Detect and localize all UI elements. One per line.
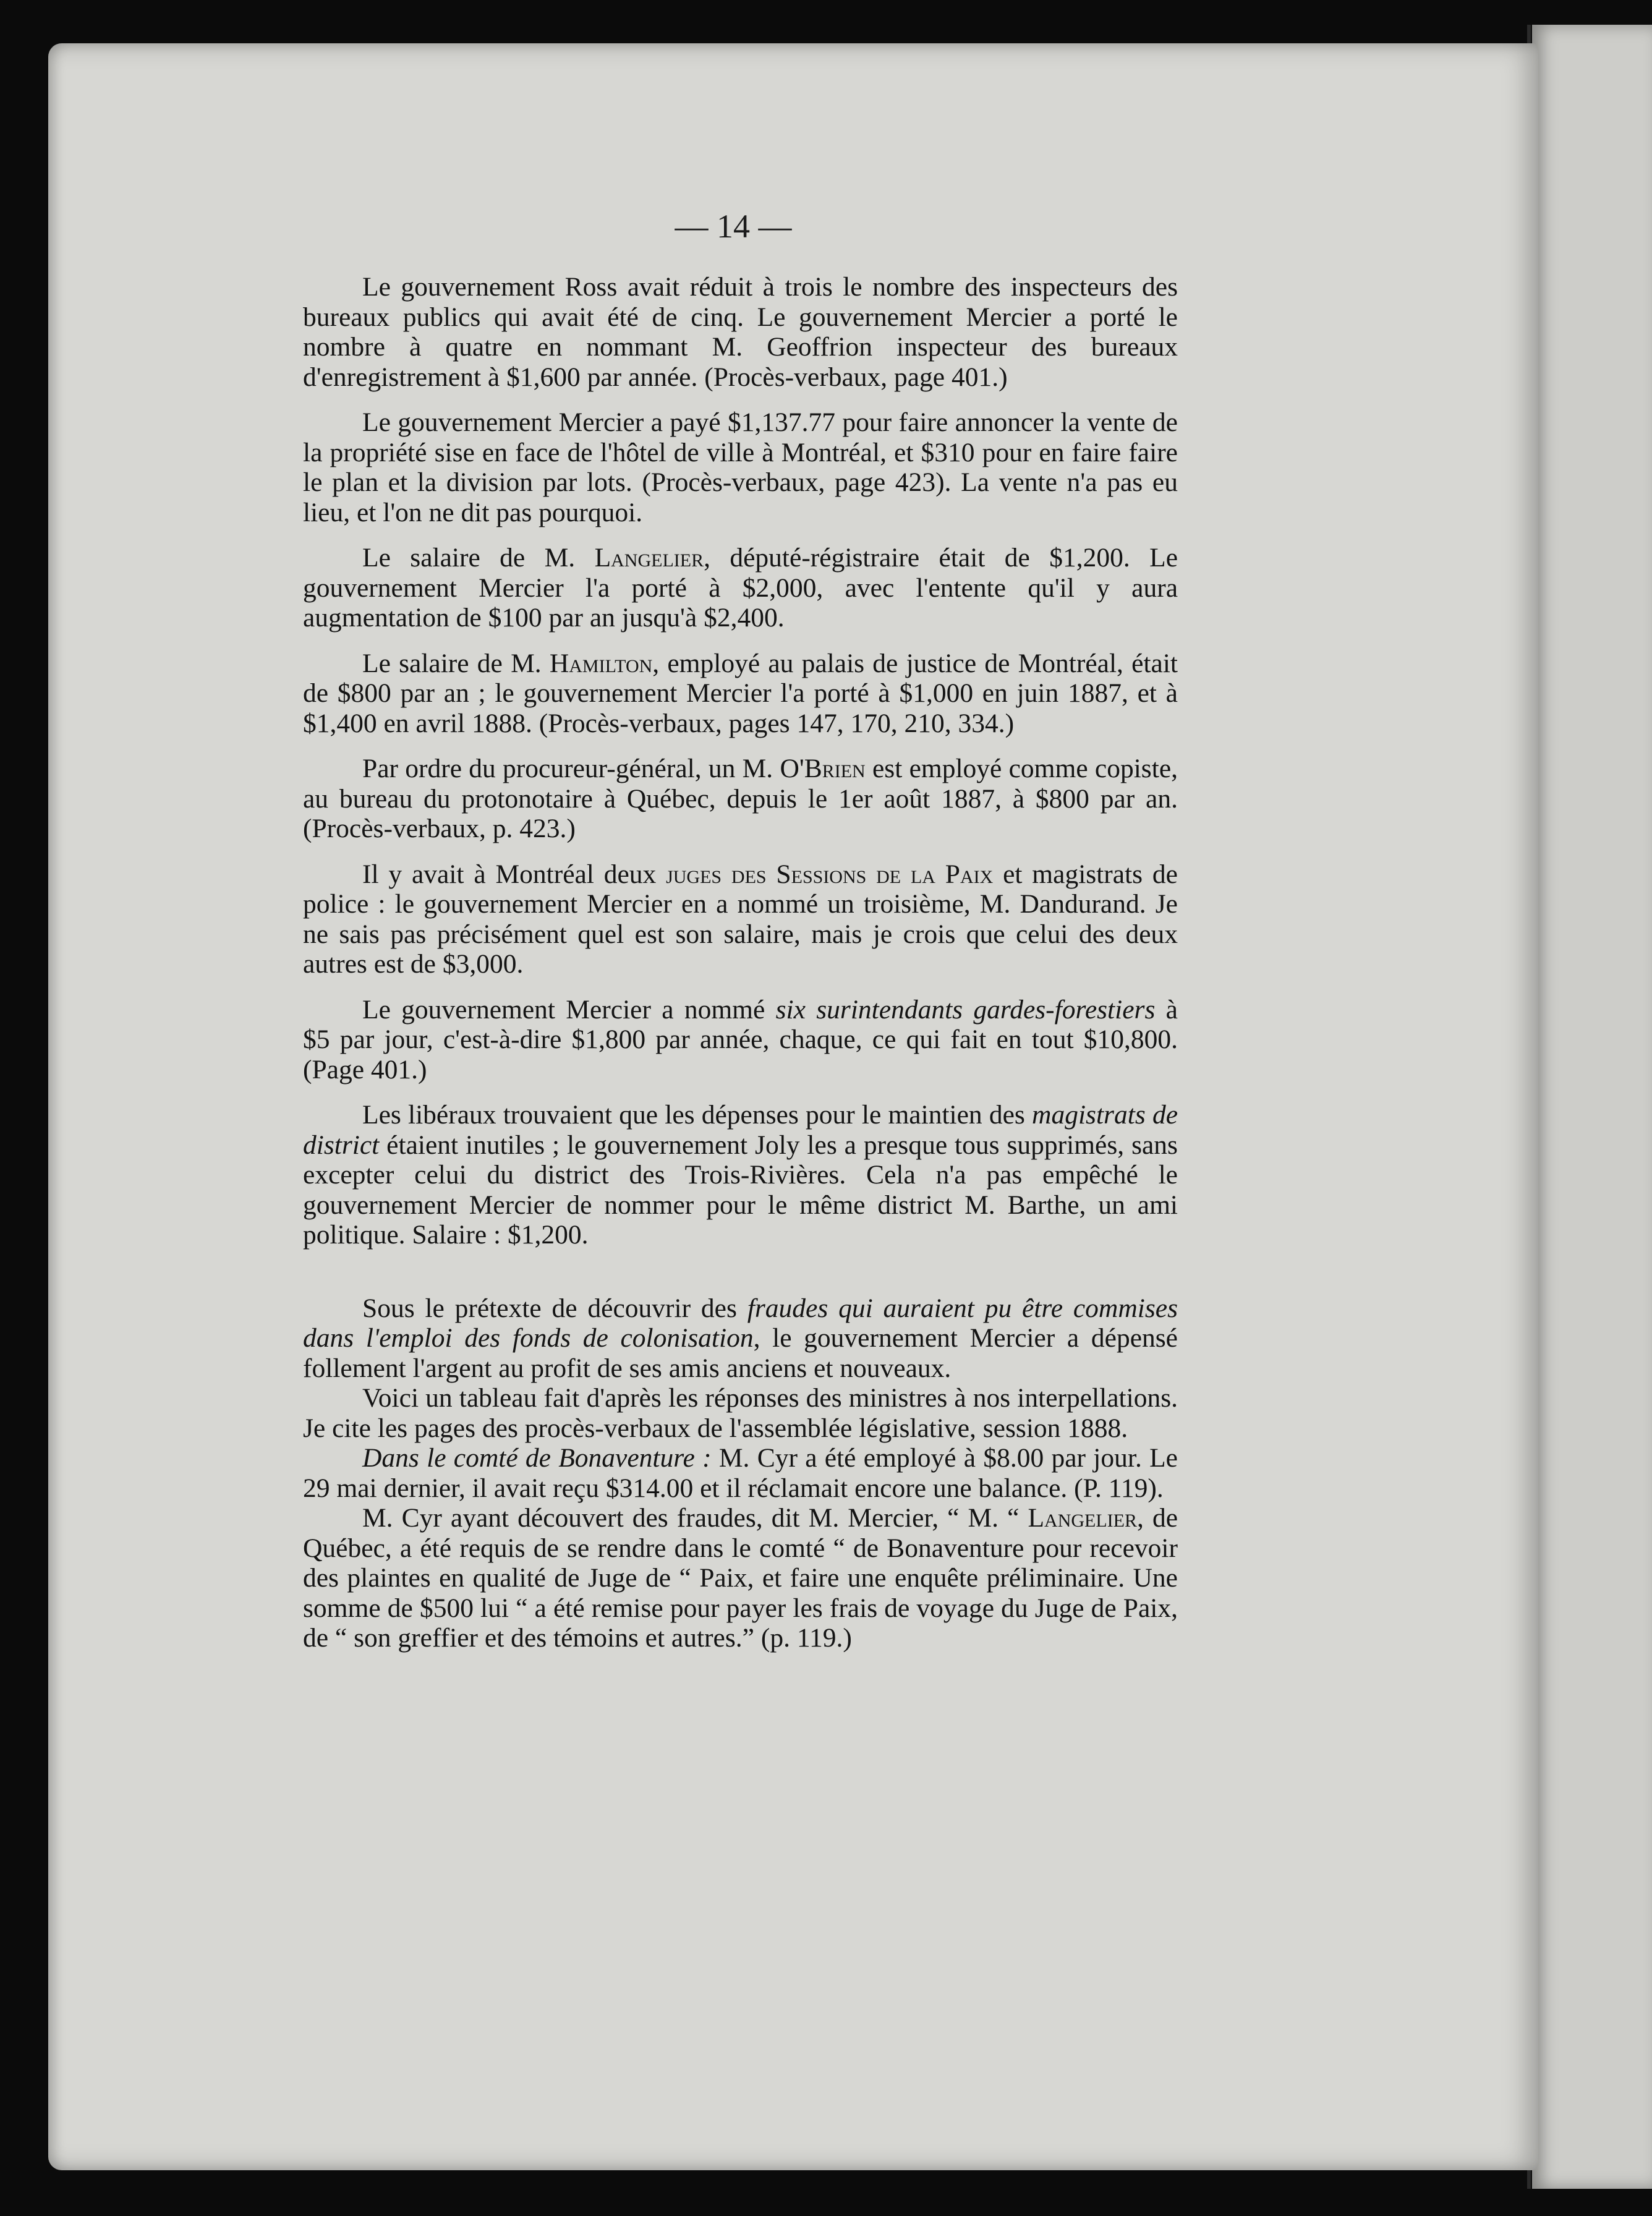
paragraph <box>303 272 1178 392</box>
small-caps-name: Hamilton <box>549 648 653 678</box>
text-segment: Le salaire de M. <box>362 543 595 573</box>
page-number: — 14 — <box>675 208 792 245</box>
small-caps-name: Langelier <box>1028 1503 1138 1533</box>
text-segment: Par ordre du procureur-général, un M. <box>362 754 780 783</box>
text-segment: Le gouvernement Mercier a payé $1,137.77 pour faire annoncer la vente de la propriété sise en face de l'hôtel de ville à Montréal, et $310 pour en faire faire le plan et la division par lots. (Procès-verbaux, page 423). La vente n'a pas eu lieu, et l'on ne dit pas pourquoi. <box>303 407 1178 527</box>
paragraph <box>303 649 1178 739</box>
text-segment: à $5 par jour, c'est-à-dire $1,800 par année, chaque, ce qui fait en tout $10,800. (Page 401.) <box>303 994 1178 1085</box>
italic-text: Dans le comté de Bonaventure : <box>362 1443 712 1473</box>
text-segment: M. Cyr ayant découvert des fraudes, dit M. Mercier, “ M. “ <box>362 1503 1028 1533</box>
text-segment: et magistrats de police : le gouvernement Mercier en a nommé un troisième, M. Dandurand. Je ne sais pas précisément quel est son salaire, mais je crois que celui des deux autres est de $3,000. <box>303 859 1178 979</box>
paragraph <box>303 1443 1178 1503</box>
paragraph <box>303 1503 1178 1653</box>
italic-text: magistrats de district <box>303 1100 1178 1160</box>
text-segment: , de Québec, a été requis de se rendre dans le comté “ de Bonaventure pour recevoir des plaintes en qualité de Juge de “ Paix, et faire une enquête préliminaire. Une somme de $500 lui “ a été remise pour payer les frais de voyage du Juge de Paix, de “ son greffier et des témoins et autres.” (p. 119.) <box>303 1503 1178 1653</box>
text-segment: , employé au palais de justice de Montréal, était de $800 par an ; le gouvernement Mercier l'a porté à $1,000 en juin 1887, et à $1,400 en avril 1888. (Procès-verbaux, pages 147, 170, 210, 334.) <box>303 648 1178 738</box>
text-segment: Voici un tableau fait d'après les réponses des ministres à nos interpellations. Je cite les pages des procès-verbaux de l'assemblée législative, session 1888. <box>303 1383 1178 1443</box>
paragraph <box>303 1100 1178 1250</box>
body-text <box>303 272 1178 1653</box>
text-segment: , député-régistraire était de $1,200. Le gouvernement Mercier l'a porté à $2,000, avec l'entente qu'il y aura augmentation de $100 par an jusqu'à $2,400. <box>303 543 1178 633</box>
paragraph <box>303 407 1178 527</box>
text-segment: Les libéraux trouvaient que les dépenses pour le maintien des <box>362 1100 1032 1130</box>
paragraph <box>303 1293 1178 1384</box>
italic-text: fraudes qui auraient pu être commises dans l'emploi des fonds de colonisation <box>303 1293 1178 1353</box>
text-segment: Le salaire de M. <box>362 648 550 678</box>
small-caps-name: Langelier <box>594 543 704 573</box>
text-segment: est employé comme copiste, au bureau du protonotaire à Québec, depuis le 1er août 1887, à $800 par an. (Procès-verbaux, p. 423.) <box>303 754 1178 843</box>
paragraph <box>303 1383 1178 1443</box>
adjacent-page <box>1532 25 1652 2189</box>
paragraph <box>303 995 1178 1085</box>
text-segment: Le gouvernement Ross avait réduit à trois le nombre des inspecteurs des bureaux publics qui avait été de cinq. Le gouvernement Mercier a porté le nombre à quatre en nommant M. Geoffrion inspecteur des bureaux d'enregistrement à $1,600 par année. (Procès-verbaux, page 401.) <box>303 272 1178 392</box>
text-segment: Le gouvernement Mercier a nommé <box>362 994 776 1025</box>
text-segment: étaient inutiles ; le gouvernement Joly les a presque tous supprimés, sans excepter celui du district des Trois-Rivières. Cela n'a pas empêché le gouvernement Mercier de nommer pour le même district M. Barthe, un ami politique. Salaire : $1,200. <box>303 1130 1178 1250</box>
text-segment: Sous le prétexte de découvrir des <box>362 1293 747 1323</box>
text-segment: , le gouvernement Mercier a dépensé follement l'argent au profit de ses amis anciens et nouveaux. <box>303 1323 1178 1383</box>
italic-text: six surintendants gardes-forestiers <box>775 994 1156 1025</box>
small-caps-name: O'Brien <box>780 754 866 783</box>
paragraph <box>303 859 1178 979</box>
small-caps-name: juges des Sessions de la Paix <box>666 859 994 889</box>
text-segment: M. Cyr a été employé à $8.00 par jour. Le 29 mai dernier, il avait reçu $314.00 et il réclamait encore une balance. (P. 119). <box>303 1443 1178 1503</box>
text-segment: Il y avait à Montréal deux <box>362 859 666 889</box>
paragraph <box>303 543 1178 633</box>
paragraph <box>303 754 1178 844</box>
